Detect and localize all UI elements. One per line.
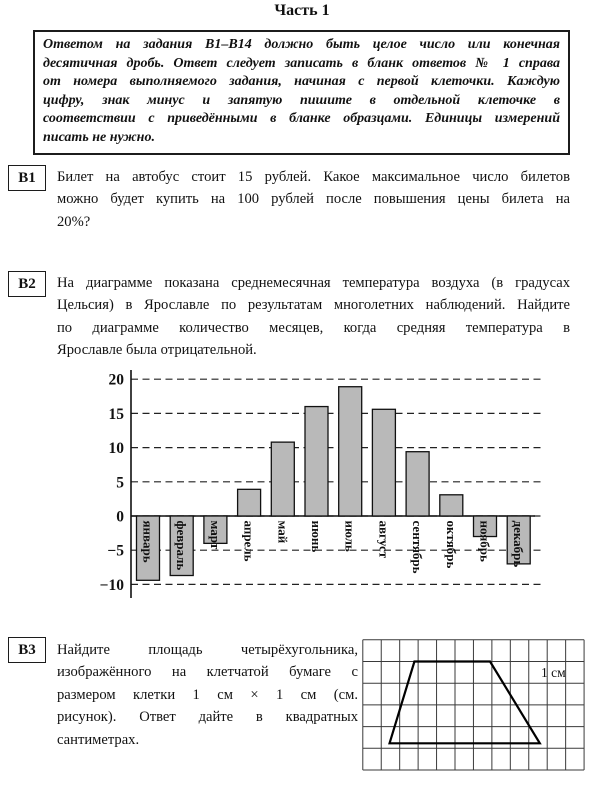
bar-октябрь [440, 495, 463, 516]
bar-апрель [238, 489, 261, 516]
instruction-line: Ответом на задания В1–В14 должно быть целое число или конечная [43, 37, 560, 52]
b3-line: размером клетки 1 см × 1 см (см. [57, 686, 358, 703]
month-label-октябрь: октябрь [443, 520, 459, 569]
b3-line: Найдите площадь четырёхугольника, [57, 642, 358, 658]
month-label-март: март [207, 520, 223, 550]
quadrilateral-shape [390, 662, 540, 744]
month-label-ноябрь: ноябрь [477, 520, 493, 562]
b2-line: по диаграмме количество месяцев, когда средняя температура в [57, 319, 570, 336]
b3-line: сантиметрах. [57, 731, 140, 748]
bar-май [271, 442, 294, 516]
problem-label-b1-text: В1 [18, 170, 36, 186]
problem-b2-text [57, 272, 570, 362]
month-label-декабрь: декабрь [511, 520, 527, 568]
instruction-line: десятичная дробь. Ответ следует записать в бланк ответов № 1 справа [43, 55, 560, 71]
y-tick-label: 20 [108, 371, 124, 389]
problem-b1-text [57, 166, 570, 233]
temperature-bar-chart [85, 366, 585, 606]
part-title: Часть 1 [274, 2, 330, 19]
problem-label-b1 [8, 165, 46, 191]
b3-line: изображённого на клетчатой бумаге с [57, 664, 358, 681]
unit-label: 1 см [541, 665, 566, 680]
problem-label-b2 [8, 271, 46, 297]
y-tick-label: 10 [108, 440, 124, 458]
month-label-сентябрь: сентябрь [410, 520, 426, 574]
b2-line: Цельсия) в Ярославле по результатам многолетних наблюдений. Найдите [57, 297, 570, 314]
instruction-line: соответствии с приведёнными в бланке образцами. Единицы измерений [43, 111, 560, 126]
b1-line: 20%? [57, 213, 91, 230]
b1-line: можно будет купить на 100 рублей после повышения цены билета на [57, 191, 570, 208]
b1-line: Билет на автобус стоит 15 рублей. Какое максимальное число билетов [57, 169, 570, 185]
bar-июль [339, 387, 362, 516]
b2-line: На диаграмме показана среднемесячная температура воздуха (в градусах [57, 275, 570, 291]
problem-label-b2-text: В2 [18, 276, 36, 292]
y-tick-label: −5 [107, 542, 124, 560]
month-label-апрель: апрель [241, 520, 257, 562]
instruction-line: цифру, знак минус и запятую пишите в отдельной клеточке в [43, 92, 560, 108]
b2-line: Ярославле была отрицательной. [57, 342, 257, 359]
bar-июнь [305, 407, 328, 516]
month-label-январь: январь [140, 520, 156, 563]
y-tick-label: −10 [99, 576, 124, 594]
instruction-line: от номера выполняемого задания, начиная с первой клеточки. Каждую [43, 74, 560, 89]
problem-label-b3 [8, 637, 46, 663]
b3-line: рисунок). Ответ дайте в квадратных [57, 709, 358, 726]
month-label-июнь: июнь [309, 520, 324, 553]
problem-label-b3-text: В3 [18, 642, 36, 658]
month-label-май: май [275, 520, 291, 544]
y-tick-label: 5 [116, 474, 124, 492]
grid-figure [362, 639, 585, 772]
bar-сентябрь [406, 452, 429, 516]
month-label-июль: июль [342, 520, 358, 552]
problem-b3-text [57, 639, 358, 751]
instruction-box [33, 30, 570, 155]
bar-август [372, 409, 395, 516]
instruction-line: писать не нужно. [43, 129, 155, 145]
y-tick-label: 0 [116, 508, 124, 526]
month-label-февраль: февраль [174, 520, 190, 571]
month-label-август: август [376, 520, 392, 559]
y-tick-label: 15 [108, 405, 124, 423]
